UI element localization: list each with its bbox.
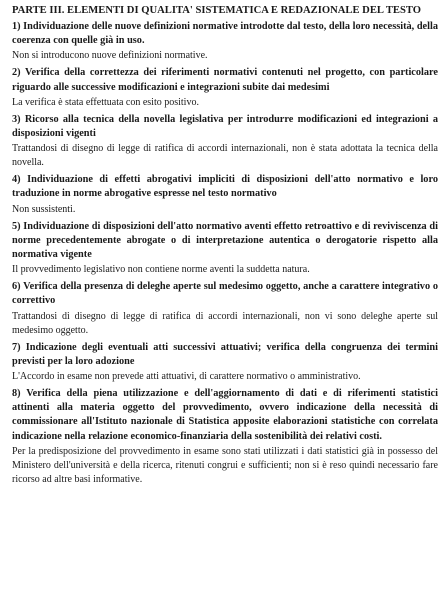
section-body: Trattandosi di disegno di legge di ratifica di accordi internazionali, non è stata adottata la tecnica della novella. bbox=[12, 143, 438, 169]
document-page bbox=[12, 4, 438, 490]
section-7 bbox=[12, 341, 438, 384]
section-5 bbox=[12, 220, 438, 278]
section-heading: 3) Ricorso alla tecnica della novella legislativa per introdurre modificazioni ed integrazioni a disposizioni vigenti bbox=[12, 113, 438, 140]
section-body: Il provvedimento legislativo non contiene norme aventi la suddetta natura. bbox=[12, 264, 310, 276]
section-body: La verifica è stata effettuata con esito positivo. bbox=[12, 96, 199, 108]
section-1 bbox=[12, 20, 438, 63]
section-body: Non sussistenti. bbox=[12, 203, 76, 215]
section-body: L'Accordo in esame non prevede atti attuativi, di carattere normativo o amministrativo. bbox=[12, 371, 361, 383]
section-6 bbox=[12, 280, 438, 337]
section-heading: 2) Verifica della correttezza dei riferimenti normativi contenuti nel progetto, con particolare riguardo alle successive modificazioni e integrazioni subite dai medesimi bbox=[12, 67, 438, 93]
section-heading: 6) Verifica della presenza di deleghe aperte sul medesimo oggetto, anche a carattere integrativo o correttivo bbox=[12, 281, 438, 307]
section-body: Per la predisposizione del provvedimento in esame sono stati utilizzati i dati statistici già in possesso del Ministero dell'università e della ricerca, ritenuti congrui e sufficienti; non si è reso quindi necessario fare ricorso ad altre basi informative. bbox=[12, 445, 438, 485]
section-heading: 4) Individuazione di effetti abrogativi impliciti di disposizioni dell'atto normativo e loro traduzione in norme abrogative espresse nel testo normativo bbox=[12, 174, 438, 200]
section-3 bbox=[12, 113, 438, 170]
section-2 bbox=[12, 66, 438, 109]
section-heading: 5) Individuazione di disposizioni dell'atto normativo aventi effetto retroattivo e di reviviscenza di norme precedentemente abrogate o di interpretazione autentica o derogatorie rispetto alla normativa vigente bbox=[12, 220, 438, 261]
section-heading: 7) Indicazione degli eventuali atti successivi attuativi; verifica della congruenza dei termini previsti per la loro adozione bbox=[12, 341, 438, 367]
section-4 bbox=[12, 173, 438, 216]
section-heading: 8) Verifica della piena utilizzazione e dell'aggiornamento di dati e di riferimenti statistici attinenti alla materia oggetto del provvedimento, ovvero indicazione della necessità di commissionare all'Istituto nazionale di Statistica apposite elaborazioni statistiche con correlata indicazione nella relazione economico-finanziaria della sostenibilità dei relativi costi. bbox=[12, 388, 438, 442]
section-body: Trattandosi di disegno di legge di ratifica di accordi internazionali, non vi sono deleghe aperte sul medesimo oggetto. bbox=[12, 310, 438, 336]
section-8 bbox=[12, 387, 438, 487]
section-heading: 1) Individuazione delle nuove definizioni normative introdotte dal testo, della loro necessità, della coerenza con quelle già in uso. bbox=[12, 21, 438, 47]
section-title: PARTE III. ELEMENTI DI QUALITA' SISTEMATICA E REDAZIONALE DEL TESTO bbox=[12, 5, 421, 16]
section-body: Non si introducono nuove definizioni normative. bbox=[12, 50, 208, 62]
